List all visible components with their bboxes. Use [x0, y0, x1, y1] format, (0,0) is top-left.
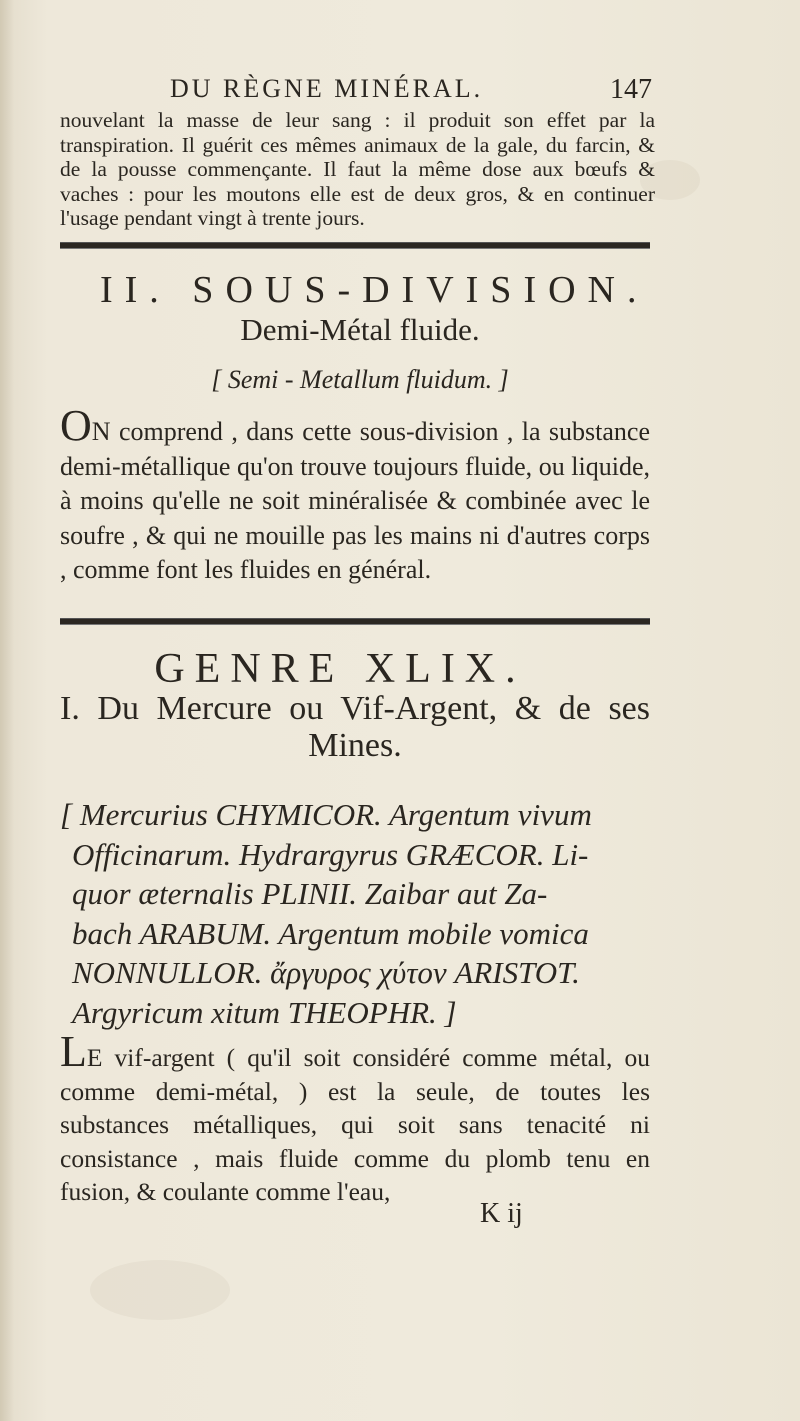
paragraph-text: N comprend , dans cette sous-division , la substance demi-métallique qu'on trouve toujours fluide, ou liquide, à moins qu'elle ne soit minéralisée & combinée avec le soufre , & qui ne mouille pas les mains ni d'autres corps , comme font les fluides en général.: [60, 417, 650, 584]
page-number: 147: [610, 74, 652, 105]
genre-title: GENRE XLIX.: [154, 646, 526, 692]
synonymy-line: NONNULLOR. ἄργυρος χύτον ARISTOT.: [72, 955, 580, 990]
synonymy-line: bach ARABUM. Argentum mobile vomica: [72, 915, 589, 951]
paper-stain: [90, 1260, 230, 1320]
drop-cap: L: [60, 1027, 87, 1076]
subdivision-paragraph: [60, 401, 650, 588]
subdivision-subtitle: Demi-Métal fluide.: [240, 312, 480, 347]
carryover-paragraph: nouvelant la masse de leur sang : il produit son effet par la transpiration. Il guérit ces mêmes animaux de la gale, du farcin, & de la pousse commençante. Il faut la même dose aux bœufs & vaches : pour les moutons elle est de deux gros, & en continuer l'usage pendant vingt à trente jours.: [60, 108, 655, 230]
section-rule: [60, 242, 650, 249]
synonymy-block: [60, 795, 660, 1032]
synonymy-line: [ Mercurius CHYMICOR. Argentum vivum: [60, 797, 592, 832]
synonymy-line: quor æternalis PLINII. Zaibar aut Za-: [72, 876, 548, 911]
subdivision-latin-name: [ Semi - Metallum fluidum. ]: [211, 365, 509, 394]
subdivision-title: II. SOUS-DIVISION.: [100, 269, 649, 311]
synonymy-line: Argyricum xitum THEOPHR. ]: [72, 994, 457, 1030]
running-head: DU RÈGNE MINÉRAL.: [170, 74, 484, 103]
genre-paragraph: [60, 1027, 650, 1209]
article-title: I. Du Mercure ou Vif-Argent, & de ses Mines.: [60, 690, 650, 764]
signature-mark: K ij: [480, 1198, 523, 1229]
drop-cap: O: [60, 401, 92, 450]
paragraph-text: E vif-argent ( qu'il soit considéré comme métal, ou comme demi-métal, ) est la seule, de toutes les substances métalliques, qui soit sans tenacité ni consistance , mais fluide comme du plomb tenu en fusion, & coulante comme l'eau,: [60, 1043, 650, 1206]
page-spine-shadow: [0, 0, 14, 1421]
synonymy-line: Officinarum. Hydrargyrus GRÆCOR. Li-: [72, 836, 589, 872]
section-rule: [60, 618, 650, 625]
